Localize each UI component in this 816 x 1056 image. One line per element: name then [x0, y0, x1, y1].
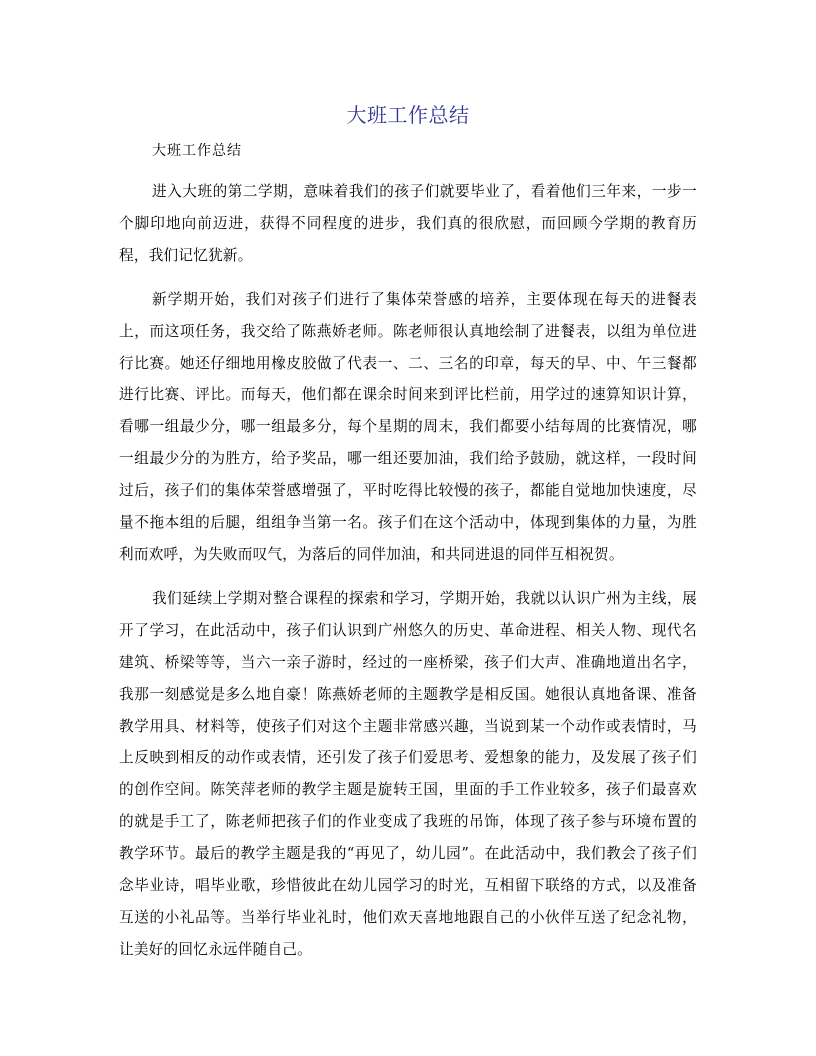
paragraph-intro: 进入大班的第二学期，意味着我们的孩子们就要毕业了，看着他们三年来，一步一个脚印地向前迈进，获得不同程度的进步，我们真的很欣慰，而回顾今学期的教育历程，我们记忆犹新。 [119, 183, 697, 264]
paragraph-integrated-curriculum: 我们延续上学期对整合课程的探索和学习，学期开始，我就以认识广州为主线，展开了学习，在此活动中，孩子们认识到广州悠久的历史、革命进程、相关人物、现代名建筑、桥梁等等，当六一亲子游时，经过的一座桥梁，孩子们大声、准确地道出名字，我那一刻感觉是多么地自豪！陈燕娇老师的主题教学是相反国。她很认真地备课、准备教学用具、材料等，使孩子们对这个主题非常感兴趣，当说到某一个动作或表情时，马上反映到相反的动作或表情，还引发了孩子们爱思考、爱想象的能力，及发展了孩子们的创作空间。陈笑萍老师的教学主题是旋转王国，里面的手工作业较多，孩子们最喜欢的就是手工了，陈老师把孩子们的作业变成了我班的吊饰，体现了孩子参与环境布置的教学环节。最后的教学主题是我的“再见了，幼儿园”。在此活动中，我们教会了孩子们念毕业诗，唱毕业歌，珍惜彼此在幼儿园学习的时光，互相留下联络的方式，以及准备互送的小礼品等。当举行毕业礼时，他们欢天喜地地跟自己的小伙伴互送了纪念礼物，让美好的回忆永远伴随自己。 [119, 589, 697, 958]
paragraph-collective-honor: 新学期开始，我们对孩子们进行了集体荣誉感的培养，主要体现在每天的进餐表上，而这项任务，我交给了陈燕娇老师。陈老师很认真地绘制了进餐表，以组为单位进行比赛。她还仔细地用橡皮胶做了代表一、二、三名的印章，每天的早、中、午三餐都进行比赛、评比。而每天，他们都在课余时间来到评比栏前，用学过的速算知识计算，看哪一组最少分，哪一组最多分，每个星期的周末，我们都要小结每周的比赛情况，哪一组最少分的为胜方，给予奖品，哪一组还要加油，我们给予鼓励，就这样，一段时间过后，孩子们的集体荣誉感增强了，平时吃得比较慢的孩子，都能自觉地加快速度，尽量不拖本组的后腿，组组争当第一名。孩子们在这个活动中，体现到集体的力量，为胜利而欢呼，为失败而叹气，为落后的同伴加油，和共同进退的同伴互相祝贺。 [119, 290, 697, 563]
document-body [119, 176, 697, 978]
document-subtitle: 大班工作总结 [152, 143, 242, 159]
document-title: 大班工作总结 [346, 103, 470, 127]
